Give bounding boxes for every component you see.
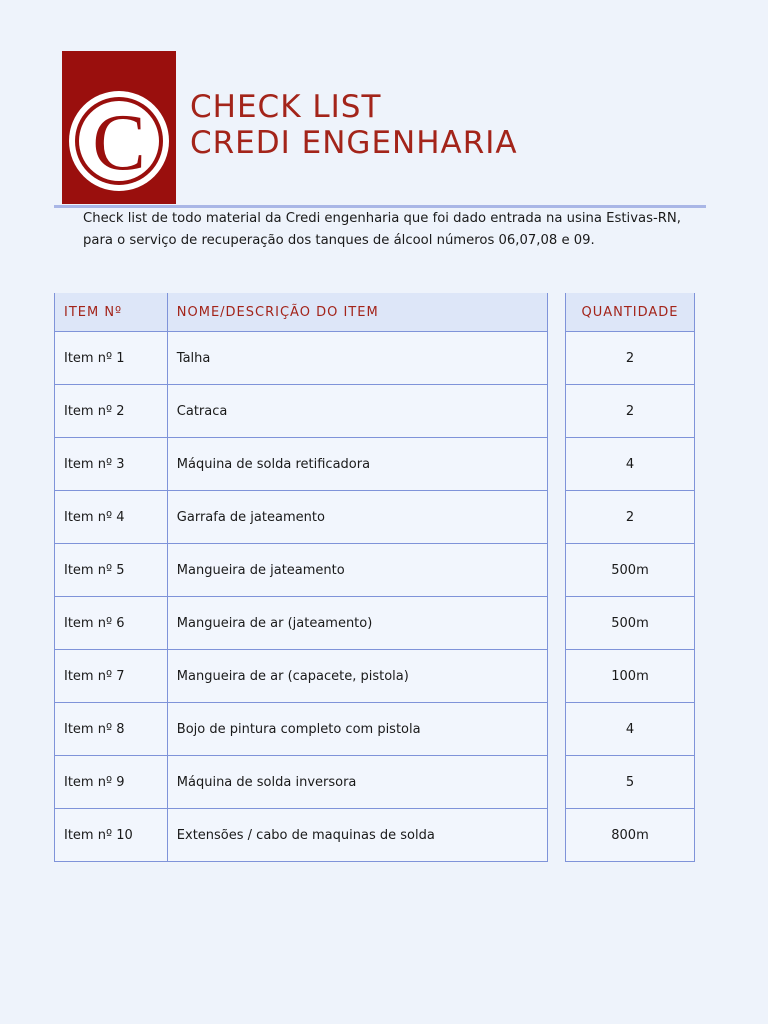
table-row bbox=[55, 809, 548, 862]
table-row bbox=[566, 544, 695, 597]
item-name: Talha bbox=[167, 332, 547, 385]
table-row bbox=[566, 597, 695, 650]
title-line-2: CREDI ENGENHARIA bbox=[190, 125, 518, 161]
item-number: Item nº 8 bbox=[55, 703, 168, 756]
table-header-row bbox=[55, 293, 548, 332]
item-name: Catraca bbox=[167, 385, 547, 438]
logo bbox=[62, 51, 176, 204]
table-row bbox=[566, 385, 695, 438]
item-number: Item nº 3 bbox=[55, 438, 168, 491]
item-name: Bojo de pintura completo com pistola bbox=[167, 703, 547, 756]
header-item-name: NOME/DESCRIÇÃO DO ITEM bbox=[167, 293, 547, 332]
table-row bbox=[55, 703, 548, 756]
table-row bbox=[566, 809, 695, 862]
table-row bbox=[566, 756, 695, 809]
logo-letter: C bbox=[92, 99, 146, 187]
table-row bbox=[55, 332, 548, 385]
item-number: Item nº 4 bbox=[55, 491, 168, 544]
item-number: Item nº 10 bbox=[55, 809, 168, 862]
item-number: Item nº 5 bbox=[55, 544, 168, 597]
item-name: Mangueira de ar (jateamento) bbox=[167, 597, 547, 650]
item-name: Máquina de solda inversora bbox=[167, 756, 547, 809]
table-row bbox=[566, 650, 695, 703]
header-quantity: QUANTIDADE bbox=[566, 293, 695, 332]
item-quantity: 4 bbox=[566, 703, 695, 756]
item-number: Item nº 7 bbox=[55, 650, 168, 703]
table-row bbox=[55, 438, 548, 491]
item-quantity: 5 bbox=[566, 756, 695, 809]
header-item-number: ITEM Nº bbox=[55, 293, 168, 332]
table-row bbox=[566, 332, 695, 385]
table-row bbox=[55, 544, 548, 597]
item-quantity: 800m bbox=[566, 809, 695, 862]
item-number: Item nº 9 bbox=[55, 756, 168, 809]
page-title bbox=[190, 89, 518, 161]
item-quantity: 2 bbox=[566, 491, 695, 544]
intro-line-2: para o serviço de recuperação dos tanques de álcool números 06,07,08 e 09. bbox=[83, 233, 595, 248]
copyright-c-icon bbox=[62, 51, 176, 204]
table-row bbox=[566, 438, 695, 491]
table-row bbox=[55, 756, 548, 809]
table-row bbox=[566, 491, 695, 544]
item-number: Item nº 6 bbox=[55, 597, 168, 650]
item-number: Item nº 2 bbox=[55, 385, 168, 438]
item-quantity: 2 bbox=[566, 385, 695, 438]
item-quantity: 4 bbox=[566, 438, 695, 491]
item-quantity: 500m bbox=[566, 597, 695, 650]
item-quantity: 2 bbox=[566, 332, 695, 385]
intro-text bbox=[83, 208, 703, 252]
table-row bbox=[566, 703, 695, 756]
item-name: Extensões / cabo de maquinas de solda bbox=[167, 809, 547, 862]
items-table bbox=[54, 293, 548, 862]
item-number: Item nº 1 bbox=[55, 332, 168, 385]
item-name: Mangueira de jateamento bbox=[167, 544, 547, 597]
item-quantity: 100m bbox=[566, 650, 695, 703]
item-name: Garrafa de jateamento bbox=[167, 491, 547, 544]
table-header-row bbox=[566, 293, 695, 332]
table-row bbox=[55, 491, 548, 544]
table-row bbox=[55, 385, 548, 438]
item-quantity: 500m bbox=[566, 544, 695, 597]
table-row bbox=[55, 597, 548, 650]
table-row bbox=[55, 650, 548, 703]
item-name: Mangueira de ar (capacete, pistola) bbox=[167, 650, 547, 703]
quantity-table bbox=[565, 293, 695, 862]
title-line-1: CHECK LIST bbox=[190, 89, 382, 125]
item-name: Máquina de solda retificadora bbox=[167, 438, 547, 491]
intro-line-1: Check list de todo material da Credi engenharia que foi dado entrada na usina Estivas-RN, bbox=[83, 211, 681, 226]
